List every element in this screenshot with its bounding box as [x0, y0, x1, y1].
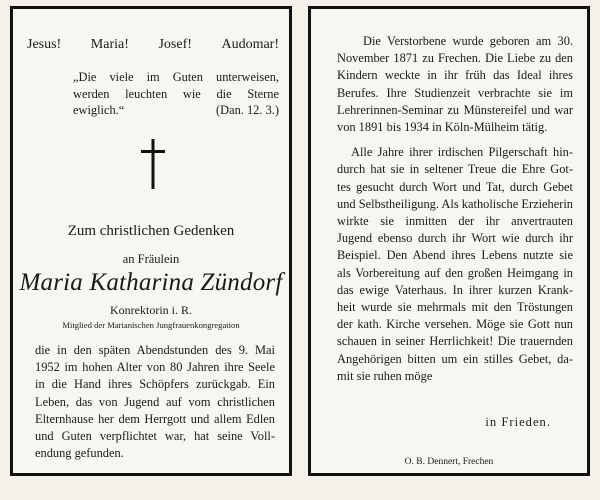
para2-line: und Selbstheiligung. Als katholische Erzieherin: [337, 196, 573, 211]
body-line: Leben, das von Jugend auf vom christlichen: [35, 394, 275, 409]
body-line: die in den späten Abendstunden des 9. Mai: [35, 343, 275, 357]
right-body-text: [337, 33, 573, 385]
invocation-jesus: Jesus!: [27, 37, 62, 52]
body-line: endung gefunden.: [35, 446, 124, 461]
quote-line: „Die viele im Guten unterweisen,: [73, 70, 279, 84]
para1-line: November 1871 zu Frechen. Die Liebe zu den: [337, 51, 573, 66]
para1-line: Die Verstorbene wurde geboren am 30.: [363, 34, 573, 48]
closing-words: in Frieden.: [485, 415, 551, 429]
para2-line: Beispiel. Den Abend ihres Lebens nutzte sie: [337, 248, 573, 263]
quote-reference: (Dan. 12. 3.): [216, 103, 279, 117]
quote-line: werden leuchten wie die Sterne: [73, 86, 279, 101]
left-body-text: [35, 342, 275, 462]
para1-line: Lehrerinnen-Seminar zu Münstereifel und war: [337, 102, 573, 117]
memorial-heading: Zum christlichen Gedenken: [67, 223, 235, 239]
invocation-audomar: Audomar!: [221, 37, 279, 52]
salutation: an Fräulein: [122, 252, 180, 266]
para2-line: tes gesucht durch Wort und Tat, durch Gebet: [337, 179, 573, 194]
para2-line: als Vorbereitung auf den großen Heimgang in: [337, 265, 573, 280]
para1-line: Berufes. Ihre Studienzeit verbrachte sie im: [337, 85, 573, 100]
body-line: und Guten verpflichtet war, hat seine Voll-: [35, 429, 275, 444]
invocation-line: [27, 37, 279, 53]
right-card: [308, 6, 590, 476]
bible-quote: [73, 69, 279, 119]
left-card: [10, 6, 292, 476]
quote-line-last: [73, 102, 279, 119]
para2-line: das ewige Vaterhaus. In ihrer kurzen Krank-: [337, 282, 573, 297]
para2-line: heit wurde sie mehrmals mit den Tröstungen: [337, 300, 573, 315]
membership-note: Mitglied der Marianischen Jungfrauenkongregation: [62, 320, 240, 330]
cross-icon: [141, 139, 165, 189]
para2-line: Angehörigen bitten um ein stilles Gebet, da-: [337, 351, 573, 366]
para2-line: durch hat sie in seltener Treue die Ehre Got-: [337, 162, 573, 177]
para2-line: wirkte sie inmitten der ihr anvertrauten: [337, 214, 573, 229]
body-line: 1952 im hohen Alter von 80 Jahren ihre Seele: [35, 360, 275, 375]
deceased-name: Maria Katharina Zündorf: [19, 269, 283, 296]
para2-line: mit sie ruhen möge: [337, 368, 433, 383]
para2-line: Alle Jahre ihrer irdischen Pilgerschaft hin-: [351, 145, 573, 160]
body-line: Elternhause her dem Herrgott und allem Edlen: [35, 411, 275, 426]
printer-imprint: O. B. Dennert, Frechen: [404, 457, 494, 467]
quote-ending: ewiglich.“: [73, 103, 125, 117]
body-line: in die Hand ihres Schöpfers zurückgab. Ein: [35, 377, 275, 392]
para2-line: der kath. Kirche versehen. Möge sie Gott nun: [337, 317, 573, 332]
invocation-maria: Maria!: [90, 37, 129, 52]
para2-line: schauen in seiner Herrlichkeit! Die trauernden: [337, 334, 573, 349]
para1-line: Kindern weckte in ihr früh das Ideal ihres: [337, 68, 573, 83]
deceased-title: Konrektorin i. R.: [110, 303, 192, 317]
para1-line: von 1891 bis 1934 in Köln-Mülheim tätig.: [337, 120, 548, 135]
invocation-josef: Josef!: [158, 37, 192, 52]
para2-line: Jugend ebenso durch ihr Wort wie durch ihr: [337, 231, 573, 246]
